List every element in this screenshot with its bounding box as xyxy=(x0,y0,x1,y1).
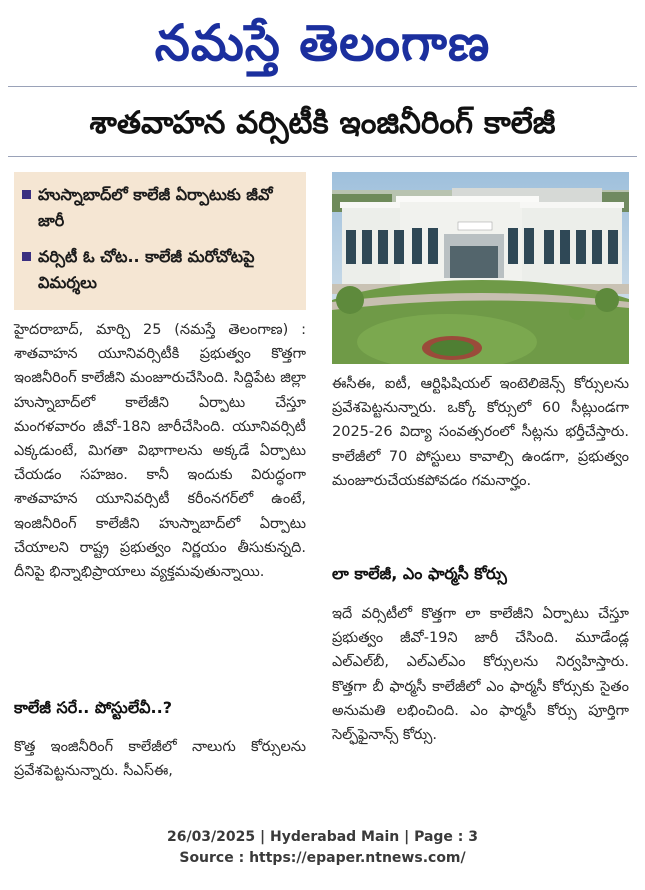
college-building-illustration xyxy=(332,172,629,364)
masthead-divider xyxy=(8,86,637,87)
highlight-item: వర్సిటీ ఓ చోట.. కాలేజీ మరోచోటపై విమర్శలు xyxy=(24,244,300,296)
article-intro: హైదరాబాద్, మార్చి 25 (నమస్తే తెలంగాణ) : శాతవాహన యూనివర్సిటీకి ప్రభుత్వం కొత్తగా ఇంజినీరింగ్ కాలేజీని మంజూరుచేసింది. సిద్దిపేట జిల్లా హుస్నాబాద్‌లో కాలేజీని ఏర్పాటు చేస్తూ మంగళవారం జీవో-18ని జారీచేసింది. యూనివర్సిటీ ఎక్కడుంటే, మిగతా విభాగాలను అక్కడే ఏర్పాటు చేయడం సహజం. కానీ ఇందుకు విరుద్ధంగా శాతవాహన యూనివర్సిటీ కరీంనగర్‌లో ఉంటే, ఇంజినీరింగ్ కాలేజీని హుస్నాబాద్‌లో ఏర్పాటు చేయాలని రాష్ట్ర ప్రభుత్వం నిర్ణయం తీసుకున్నది. దీనిపై భిన్నాభిప్రాయాలు వ్యక్తమవుతున్నాయి. xyxy=(14,322,306,581)
article-section1-start: కొత్త ఇంజినీరింగ్ కాలేజీలో నాలుగు కోర్సులను ప్రవేశపెట్టనున్నారు. సీఎస్ఈ, xyxy=(14,739,306,780)
article-section1-cont: ఈసీఈ, ఐటీ, ఆర్టిఫిషియల్ ఇంటెలిజెన్స్ కోర్సులను ప్రవేశపెట్టనున్నారు. ఒక్కో కోర్సులో 60 సీట్లుండగా 2025-26 విద్యా సంవత్సరంలో సీట్లను భర్తీచేస్తారు. కాలేజీలో 70 పోస్టులు కావాల్సి ఉండగా, ప్రభుత్వం మంజూరుచేయకపోవడం గమనార్హం. xyxy=(332,376,629,489)
highlight-item: హుస్నాబాద్‌లో కాలేజీ ఏర్పాటుకు జీవో జారీ xyxy=(24,182,300,234)
masthead-title: నమస్తే తెలంగాణ xyxy=(154,14,491,72)
bullet-icon xyxy=(22,190,31,199)
masthead xyxy=(0,4,645,82)
headline-divider xyxy=(8,156,637,157)
college-building-photo xyxy=(332,172,629,364)
section-heading: కాలేజీ సరే.. పోస్టులేవీ..? xyxy=(14,698,172,717)
section-heading: లా కాలేజీ, ఎం ఫార్మసీ కోర్సు xyxy=(332,564,507,583)
bullet-icon xyxy=(22,252,31,261)
headline: శాతవాహన వర్సిటీకి ఇంజినీరింగ్ కాలేజీ xyxy=(89,105,556,141)
article-section2: ఇదే వర్సిటీలో కొత్తగా లా కాలేజీని ఏర్పాటు చేస్తూ ప్రభుత్వం జీవో-19ని జారీ చేసింది. మూడేండ్ల ఎల్ఎల్‌బీ, ఎల్ఎల్ఎం కోర్సులను నిర్వహిస్తారు. కొత్తగా బీ ఫార్మసీ కాలేజీలో ఎం ఫార్మసీ కోర్సుకు సైతం అనుమతి లభించింది. ఎం ఫార్మసీ కోర్సు పూర్తిగా సెల్ఫ్‌ఫైనాన్స్ కోర్సు. xyxy=(332,606,629,744)
footer-date-edition: 26/03/2025 | Hyderabad Main | Page : 3 xyxy=(166,829,479,845)
footer-source: Source : https://epaper.ntnews.com/ xyxy=(179,850,466,866)
highlights-box xyxy=(14,172,306,310)
